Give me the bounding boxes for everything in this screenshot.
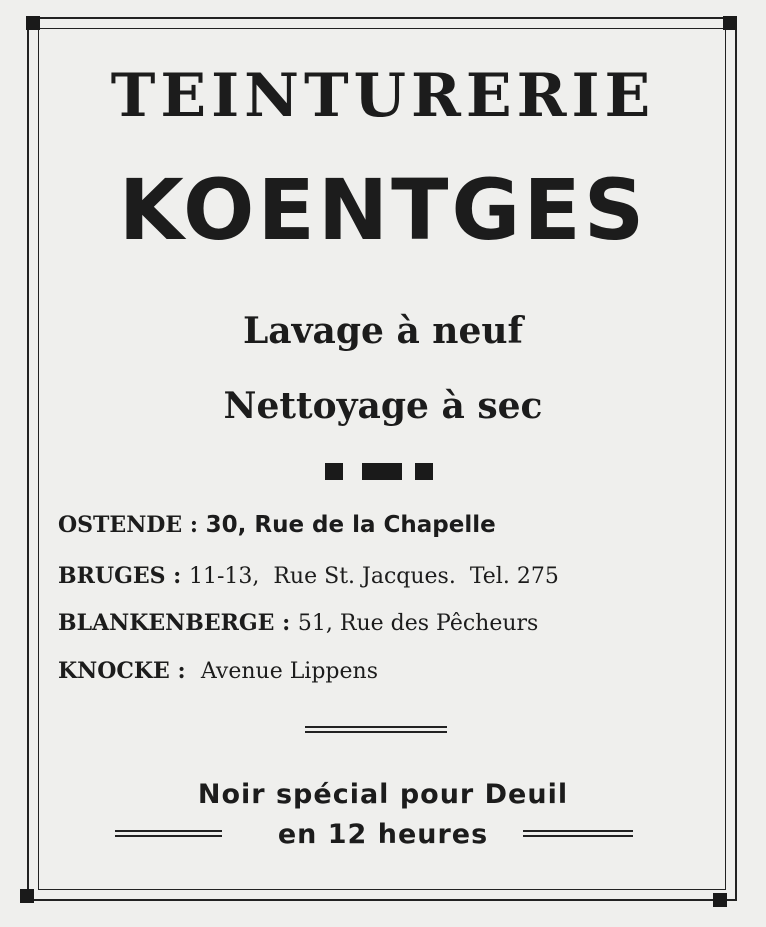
street-address: 11-13, Rue St. Jacques. Tel. 275: [188, 564, 559, 589]
ad-title: TEINTURERIE: [110, 61, 656, 131]
service-washing: Lavage à neuf: [242, 310, 524, 352]
ornament-block-left: [325, 463, 343, 480]
promo-line-1: Noir spécial pour Deuil: [197, 779, 569, 810]
address-knocke: KNOCKE : Avenue Lippens: [58, 658, 378, 684]
corner-ornament-top-left: [26, 16, 40, 30]
promo-line-2: en 12 heures: [277, 819, 489, 850]
ornament-block-right: [415, 463, 433, 480]
service-dry-cleaning: Nettoyage à sec: [223, 385, 543, 427]
city-name: BRUGES: [58, 563, 166, 589]
ornament-block-center: [362, 463, 402, 480]
corner-ornament-bottom-right: [713, 893, 727, 907]
address-blankenberge: BLANKENBERGE : 51, Rue des Pêcheurs: [58, 610, 539, 636]
city-name: BLANKENBERGE: [58, 610, 275, 636]
street-address: 51, Rue des Pêcheurs: [297, 611, 539, 636]
street-address: Avenue Lippens: [200, 659, 378, 684]
address-ostende: OSTENDE : 30, Rue de la Chapelle: [58, 512, 496, 538]
brand-name: KOENTGES: [118, 161, 648, 259]
address-bruges: BRUGES : 11-13, Rue St. Jacques. Tel. 275: [58, 563, 559, 589]
city-name: KNOCKE: [58, 658, 170, 684]
double-rule-divider: [305, 726, 447, 733]
corner-ornament-top-right: [723, 16, 737, 30]
city-name: OSTENDE: [58, 512, 183, 538]
double-rule-right: [523, 830, 633, 837]
corner-ornament-bottom-left: [20, 889, 34, 903]
street-address: 30, Rue de la Chapelle: [205, 512, 496, 538]
inner-border: [38, 28, 726, 890]
